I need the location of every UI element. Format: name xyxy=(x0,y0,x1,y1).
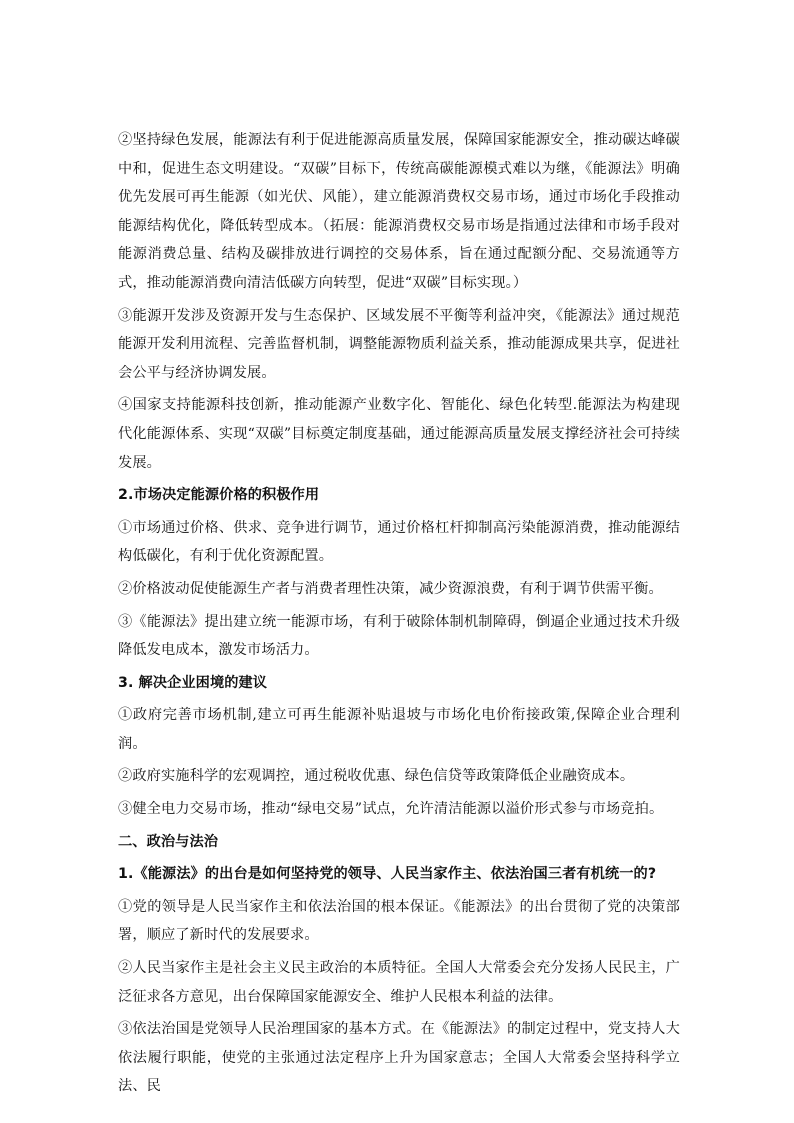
paragraph-green-power-trading: ③健全电力交易市场，推动“绿电交易”试点，允许清洁能源以溢价形式参与市场竞拍。 xyxy=(118,801,664,818)
chapter-heading-politics-law: 二、政治与法治 xyxy=(118,833,219,850)
paragraph-market-regulation: ①市场通过价格、供求、竞争进行调节，通过价格杠杆抑制高污染能源消费，推动能源结构低碳化，有利于优化资源配置。 xyxy=(118,519,680,565)
paragraph-green-development: ②坚持绿色发展，能源法有利于促进能源高质量发展，保障国家能源安全，推动碳达峰碳中和，促进生态文明建设。“双碳”目标下，传统高碳能源模式难以为继，《能源法》明确优先发展可再生能源（如光伏、风能），建立能源消费权交易市场，通过市场化手段推动能源结构优化，降低转型成本。（拓展：能源消费权交易市场是指通过法律和市场手段对能源消费总量、结构及碳排放进行调控的交易体系，旨在通过配额分配、交易流通等方式，推动能源消费向清洁低碳方向转型，促进“双碳”目标实现。） xyxy=(118,132,680,291)
paragraph-price-fluctuation: ②价格波动促使能源生产者与消费者理性决策，减少资源浪费，有利于调节供需平衡。 xyxy=(118,580,663,597)
paragraph-tech-innovation: ④国家支持能源科技创新，推动能源产业数字化、智能化、绿色化转型.能源法为构建现代化能源体系、实现“双碳”目标奠定制度基础，通过能源高质量发展支撑经济社会可持续发展。 xyxy=(118,397,680,471)
section-heading-enterprise-advice: 3. 解决企业困境的建议 xyxy=(118,674,268,691)
paragraph-macro-control: ②政府实施科学的宏观调控，通过税收优惠、绿色信贷等政策降低企业融资成本。 xyxy=(118,768,635,785)
paragraph-people-masters: ②人民当家作主是社会主义民主政治的本质特征。全国人大常委会充分发扬人民民主，广泛征求各方意见，出台保障国家能源安全、维护人民根本利益的法律。 xyxy=(118,960,680,1005)
paragraph-unified-market: ③《能源法》提出建立统一能源市场，有利于破除体制机制障碍，倒逼企业通过技术升级降低发电成本，激发市场活力。 xyxy=(118,613,680,659)
section-heading-market-pricing: 2.市场决定能源价格的积极作用 xyxy=(118,487,320,504)
document-body xyxy=(118,126,680,1105)
paragraph-rule-of-law: ③依法治国是党领导人民治理国家的基本方式。在《能源法》的制定过程中，党支持人大依法履行职能，使党的主张通过法定程序上升为国家意志；全国人大常委会坚持科学立法、民 xyxy=(118,1021,680,1095)
paragraph-market-mechanism: ①政府完善市场机制,建立可再生能源补贴退坡与市场化电价衔接政策,保障企业合理利润。 xyxy=(118,707,680,752)
paragraph-benefit-sharing: ③能源开发涉及资源开发与生态保护、区域发展不平衡等利益冲突，《能源法》通过规范能源开发利用流程、完善监督机制，调整能源物质利益关系，推动能源成果共享，促进社会公平与经济协调发展。 xyxy=(118,307,680,381)
question-heading-unity: 1.《能源法》的出台是如何坚持党的领导、人民当家作主、依法治国三者有机统一的? xyxy=(118,866,657,883)
paragraph-party-leadership: ①党的领导是人民当家作主和依法治国的根本保证。《能源法》的出台贯彻了党的决策部署，顺应了新时代的发展要求。 xyxy=(118,898,680,944)
